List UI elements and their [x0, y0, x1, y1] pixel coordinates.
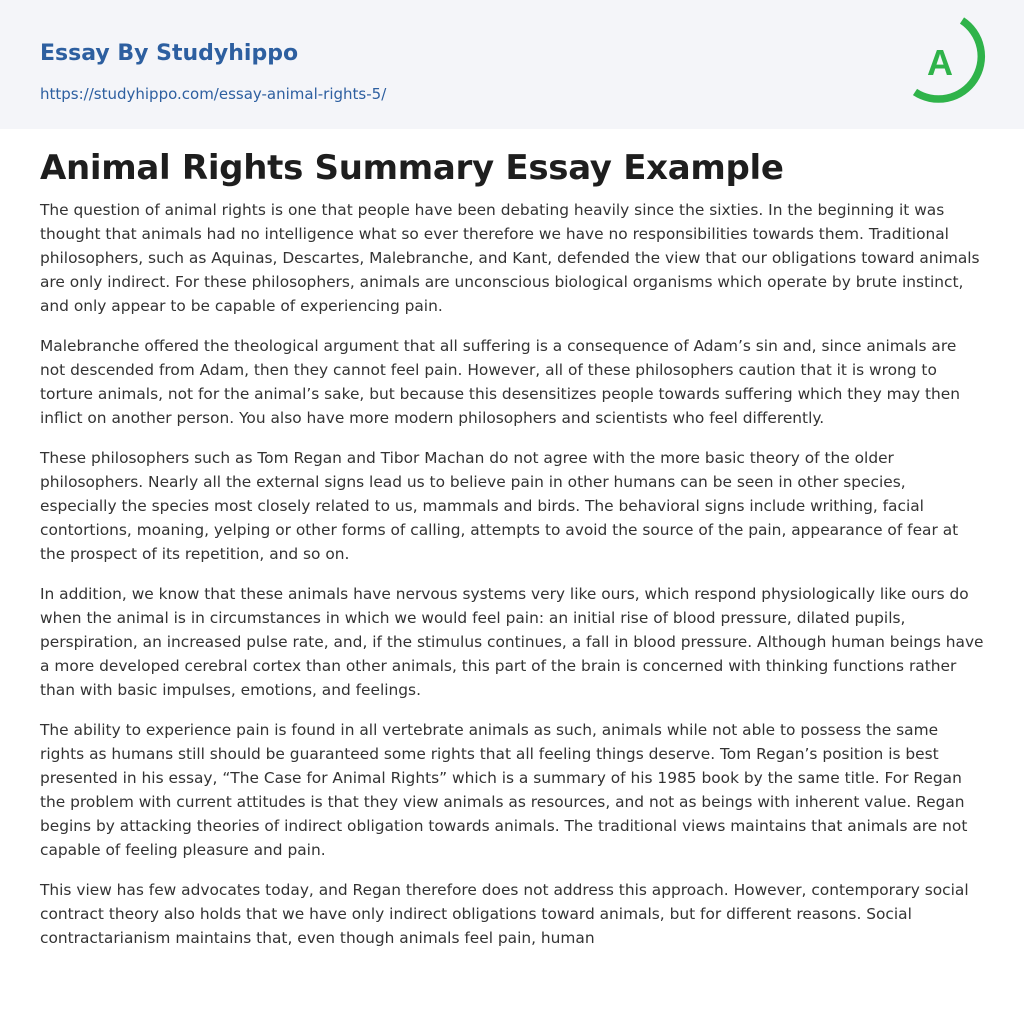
article-paragraph: Malebranche offered the theological argument that all suffering is a consequence of Adam’s sin and, since animals are not descended from Adam, then they cannot feel pain. However, all of these philosophers caution that it is wrong to torture animals, not for the animal’s sake, but because this desensitizes people towards suffering which they may then inflict on another person. You also have more modern philosophers and scientists who feel differently.: [40, 337, 961, 427]
article-paragraph: The question of animal rights is one that people have been debating heavily since the sixties. In the beginning it was thought that animals had no intelligence what so ever therefore we have no responsibilities towards them. Traditional philosophers, such as Aquinas, Descartes, Malebranche, and Kant, defended the view that our obligations toward animals are only indirect. For these philosophers, animals are unconscious biological organisms which operate by brute instinct, and only appear to be capable of experiencing pain.: [40, 201, 980, 315]
site-title[interactable]: Essay By Studyhippo: [40, 41, 299, 66]
article-paragraph: In addition, we know that these animals have nervous systems very like ours, which respond physiologically like ours do when the animal is in circumstances in which we would feel pain: an initial rise of blood pressure, dilated pupils, perspiration, an increased pulse rate, and, if the stimulus continues, a fall in blood pressure. Although human beings have a more developed cerebral cortex than other animals, this part of the brain is concerned with thinking functions rather than with basic impulses, emotions, and feelings.: [40, 585, 984, 699]
article-paragraph: The ability to experience pain is found in all vertebrate animals as such, animals while not able to possess the same rights as humans still should be guaranteed some rights that all feeling things deserve. Tom Regan’s position is best presented in his essay, “The Case for Animal Rights” which is a summary of his 1985 book by the same title. For Regan the problem with current attitudes is that they view animals as resources, and not as beings with inherent value. Regan begins by attacking theories of indirect obligation towards animals. The traditional views maintains that animals are not capable of feeling pleasure and pain.: [40, 721, 968, 859]
site-header: [0, 0, 1024, 129]
page-url-link[interactable]: https://studyhippo.com/essay-animal-rights-5/: [40, 85, 387, 103]
article: [40, 145, 984, 966]
article-paragraph: These philosophers such as Tom Regan and Tibor Machan do not agree with the more basic theory of the older philosophers. Nearly all the external signs lead us to believe pain in other humans can be seen in other species, especially the species most closely related to us, mammals and birds. The behavioral signs include writhing, facial contortions, moaning, yelping or other forms of calling, attempts to avoid the source of the pain, appearance of fear at the prospect of its repetition, and so on.: [40, 449, 959, 563]
article-paragraph: This view has few advocates today, and Regan therefore does not address this approach. However, contemporary social contract theory also holds that we have only indirect obligations toward animals, but for different reasons. Social contractarianism maintains that, even though animals feel pain, human: [40, 881, 969, 947]
logo-letter: A: [927, 42, 953, 83]
studyhippo-logo-icon[interactable]: [906, 17, 992, 107]
page-title: Animal Rights Summary Essay Example: [40, 148, 784, 188]
